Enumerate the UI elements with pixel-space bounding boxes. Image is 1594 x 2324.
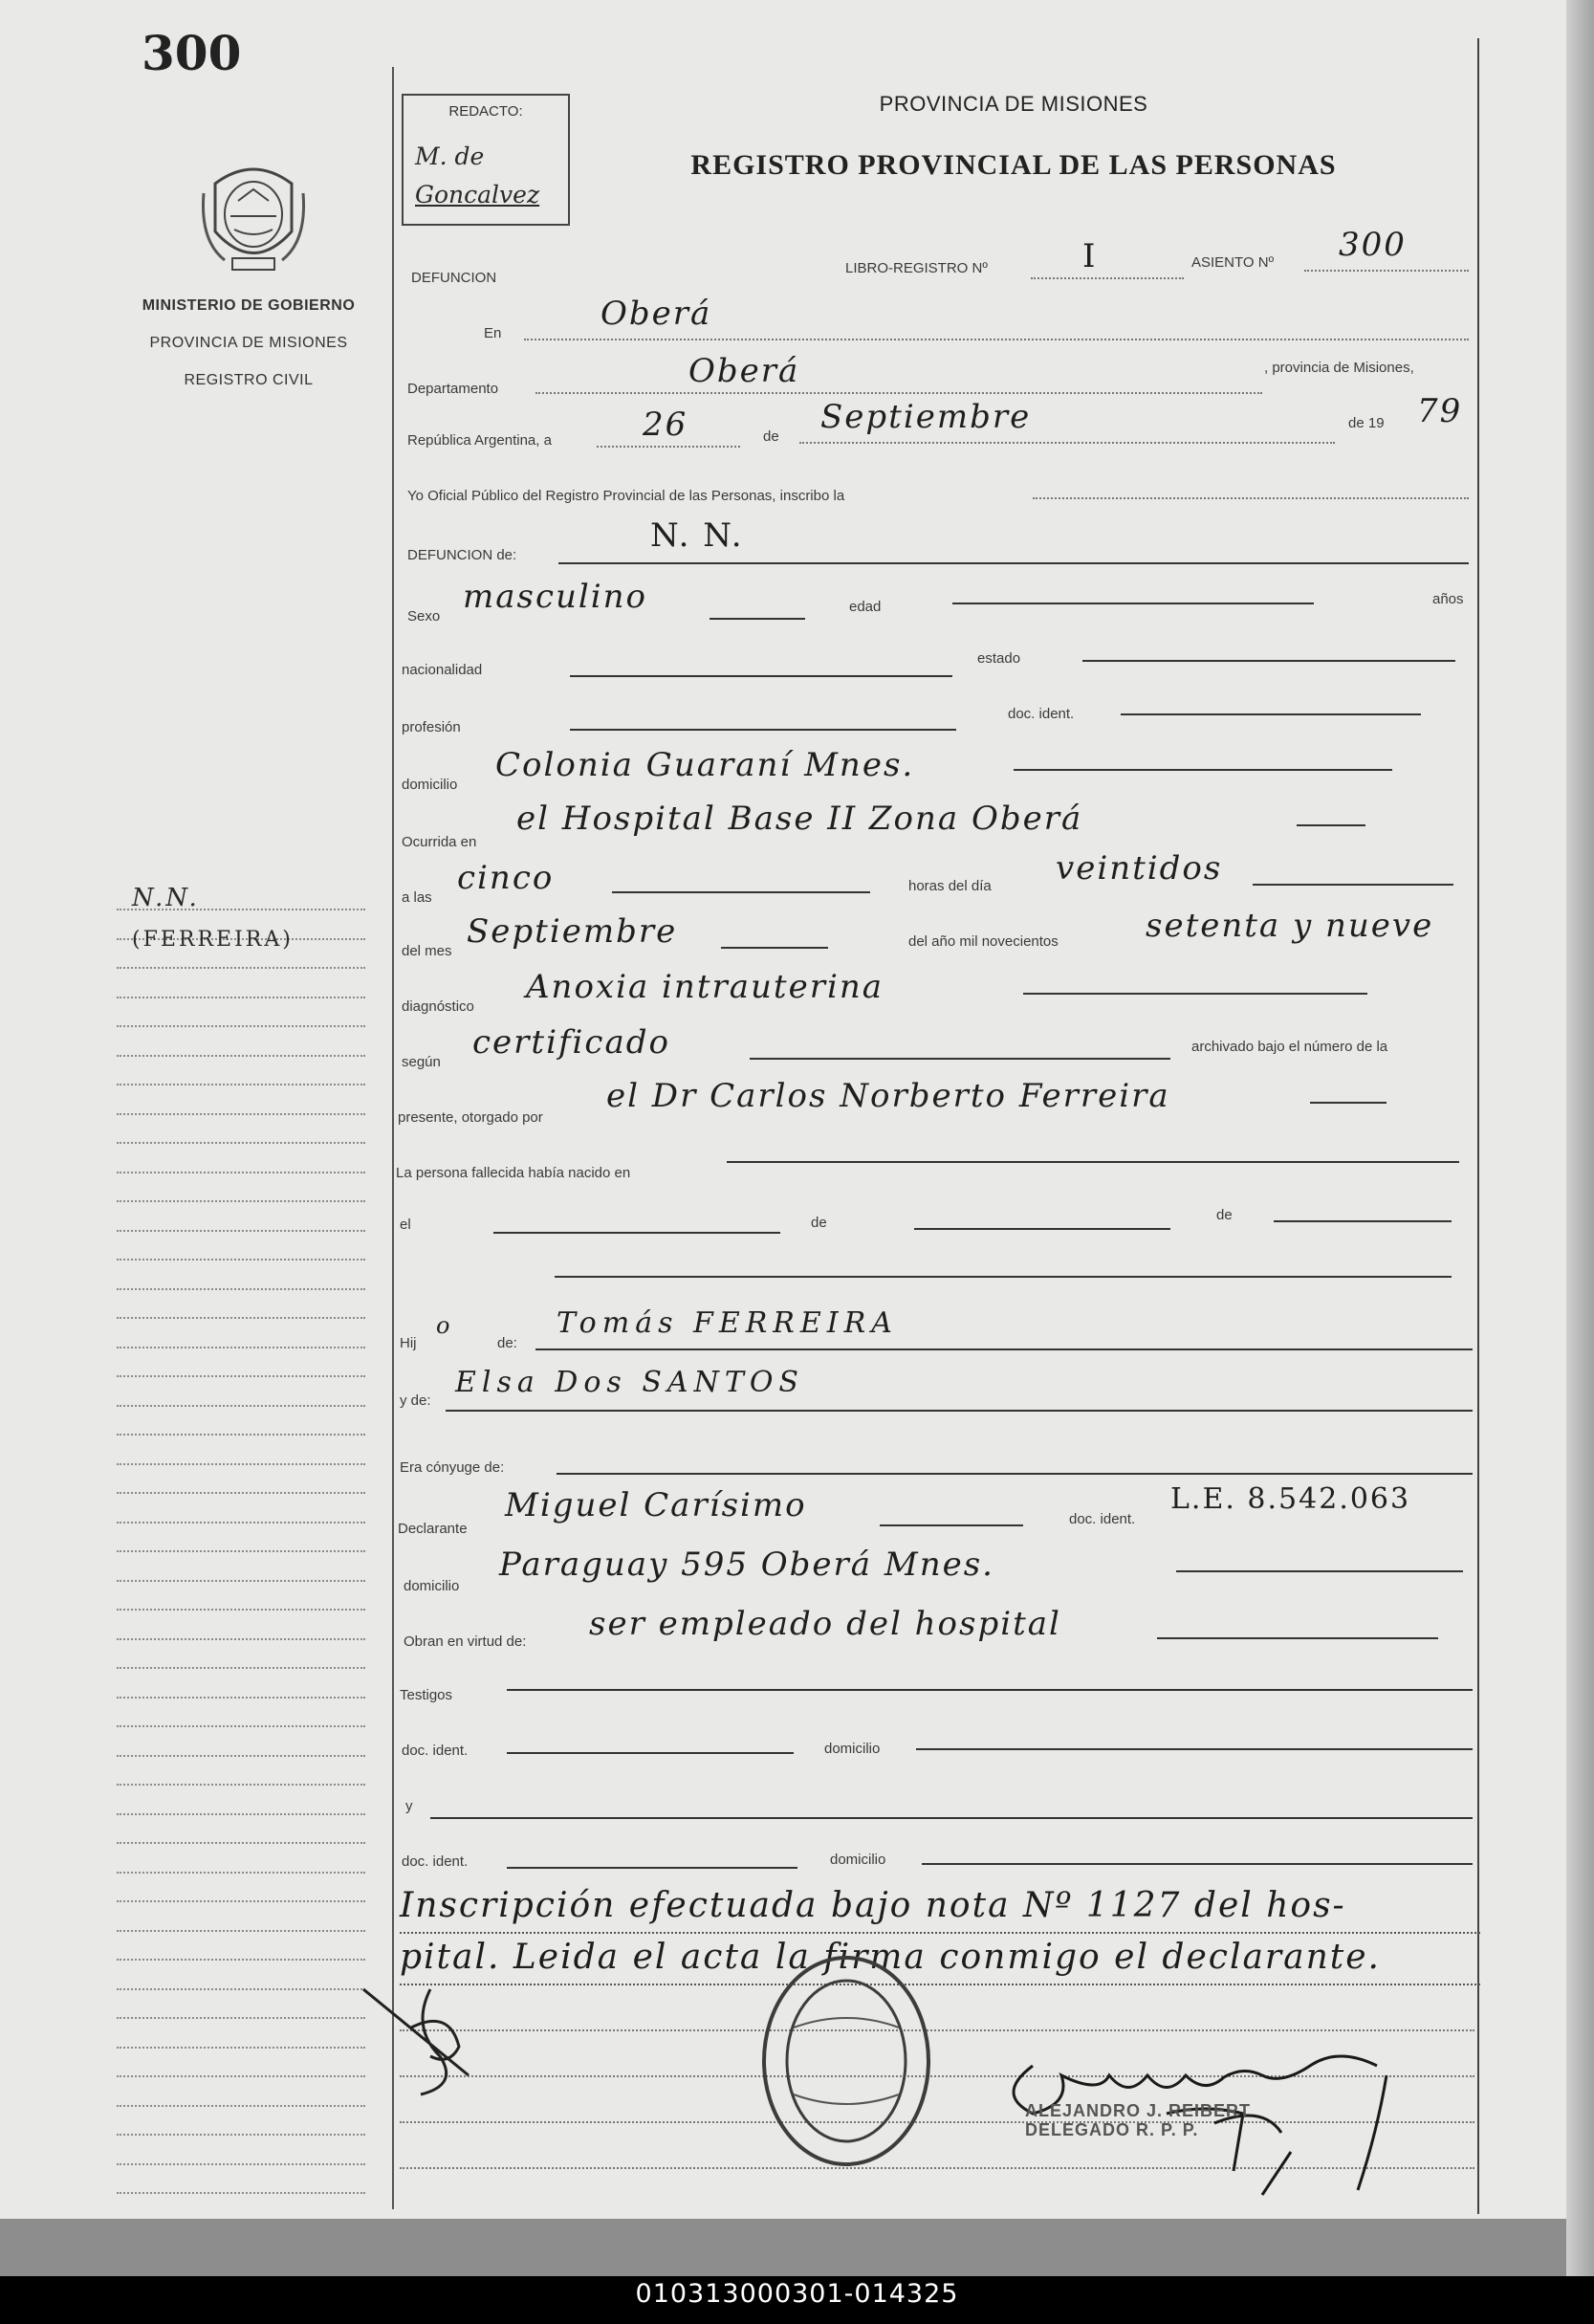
asiento-label: ASIENTO Nº [1191,254,1275,271]
horas-label: horas del día [908,878,992,894]
margin-rule [117,1580,365,1582]
del-ano-label: del año mil novecientos [908,933,1059,950]
declarante-value: Miguel Carísimo [505,1486,807,1524]
testigo1-domicilio-label: domicilio [824,1741,881,1757]
redacto-name-1: M. de [415,143,485,170]
defuncion-de-value: N. N. [650,516,744,555]
estado-label: estado [977,650,1021,667]
provincia-suffix: , provincia de Misiones, [1264,360,1414,376]
margin-rule [117,1230,365,1232]
margin-rule [117,2163,365,2165]
ocurrida-line [1297,824,1365,826]
segun-value: certificado [472,1023,670,1062]
header-province: PROVINCIA DE MISIONES [879,92,1148,116]
declarante-domicilio-label: domicilio [404,1578,460,1594]
redacto-name-2: Goncalvez [415,181,540,208]
testigo2-domicilio-line [922,1863,1473,1865]
archivado-label: archivado bajo el número de la [1191,1039,1388,1055]
obran-value: ser empleado del hospital [589,1605,1061,1643]
conyuge-label: Era cónyuge de: [400,1459,505,1476]
year-value: 79 [1417,392,1463,430]
departamento-value: Oberá [688,352,800,390]
ocurrida-label: Ocurrida en [402,834,477,850]
year-label: de 19 [1348,415,1385,431]
de-label: de [763,428,779,445]
testigos-label: Testigos [400,1687,453,1703]
declarante-label: Declarante [398,1521,468,1537]
margin-rule [117,1317,365,1319]
redacto-box [402,94,570,226]
el-label: el [400,1217,411,1233]
obran-line [1157,1637,1438,1639]
diagnostico-label: diagnóstico [402,998,474,1015]
a-las-label: a las [402,889,432,906]
segun-label: según [402,1054,441,1070]
ocurrida-value: el Hospital Base II Zona Oberá [516,800,1083,838]
hijo-suffix: o [436,1312,452,1339]
testigo2-domicilio-label: domicilio [830,1852,886,1868]
profesion-line [570,729,956,731]
margin-rule [117,1697,365,1699]
nacido-line [727,1161,1459,1163]
redacto-signature [415,138,558,214]
segun-line [750,1058,1170,1060]
margin-rule [117,1813,365,1815]
margin-rule [117,2134,365,2136]
margin-rule [117,1550,365,1552]
margin-rule [117,1725,365,1727]
sexo-line [710,618,805,620]
del-ano-value: setenta y nueve [1146,907,1434,945]
domicilio-label: domicilio [402,777,458,793]
margin-rule [117,1959,365,1961]
margin-rule [117,1872,365,1874]
nacionalidad-label: nacionalidad [402,662,483,678]
a-las-line [612,891,870,893]
doc-ident-label: doc. ident. [1008,706,1075,722]
defuncion-de-label: DEFUNCION de: [407,547,517,563]
declarante-doc-value: L.E. 8.542.063 [1170,1482,1411,1516]
official-title: DELEGADO R. P. P. [1025,2120,1199,2139]
ministry-province: PROVINCIA DE MISIONES [149,335,348,351]
madre-value: Elsa Dos SANTOS [455,1366,804,1399]
conyuge-line [557,1473,1473,1475]
estado-line [1082,660,1455,662]
presente-value: el Dr Carlos Norberto Ferreira [606,1077,1170,1115]
nacionalidad-line [570,675,952,677]
testigo1-doc-line [507,1752,794,1754]
edad-line [952,603,1314,604]
margin-rule [117,967,365,969]
header-registry: REGISTRO PROVINCIAL DE LAS PERSONAS [690,149,1337,181]
sexo-label: Sexo [407,608,441,625]
margin-rule [117,1784,365,1786]
margin-note-ferreira: (FERREIRA) [132,928,294,952]
provincial-crest-icon [196,155,311,279]
de-line-2 [914,1228,1170,1230]
margin-rule [117,1988,365,1990]
a-las-value: cinco [457,859,555,897]
margin-rule [117,1638,365,1640]
margin-rule [117,1200,365,1202]
margin-rule [117,2075,365,2077]
padre-value: Tomás FERREIRA [557,1306,898,1340]
margin-rule [117,1667,365,1669]
republica-label: República Argentina, a [407,432,552,449]
margin-rule [117,1375,365,1377]
horas-line [1253,884,1453,886]
testigo1-doc-label: doc. ident. [402,1743,469,1759]
margin-rule [117,1288,365,1290]
departamento-label: Departamento [407,381,499,397]
margin-rule [117,1930,365,1932]
margin-rule [117,1172,365,1173]
margin-rule [117,1755,365,1757]
del-mes-value: Septiembre [467,912,678,951]
margin-note-nn: N.N. [132,884,200,912]
oficial-text: Yo Oficial Público del Registro Provincial de las Personas, inscribo la [407,488,845,504]
defuncion-heading: DEFUNCION [411,270,497,286]
declarante-line [880,1524,1023,1526]
month-value: Septiembre [820,398,1032,436]
margin-rule [117,1113,365,1115]
registry-seal-stamp-icon [755,1951,937,2171]
profesion-label: profesión [402,719,461,735]
margin-rule [117,997,365,998]
testigo2-line [430,1817,1473,1819]
nacido-label: La persona fallecida había nacido en [396,1165,631,1181]
domicilio-line [1014,769,1392,771]
del-mes-line [721,947,828,949]
margin-divider [392,67,394,2209]
testigo2-doc-line [507,1867,797,1869]
margin-rule [117,1492,365,1494]
edad-label: edad [849,599,882,615]
margin-rule [117,1609,365,1611]
note-line-2-rule [400,1984,1480,1985]
presente-label: presente, otorgado por [398,1109,543,1126]
page-number: 300 [142,25,242,81]
libro-dots [1031,277,1184,279]
oficial-dots [1033,497,1469,499]
margin-rule [117,1434,365,1436]
y-de-label: y de: [400,1392,431,1409]
presente-line [1310,1102,1387,1104]
ministry-registry: REGISTRO CIVIL [184,372,314,388]
ministry-name: MINISTERIO DE GOBIERNO [142,297,356,314]
hijo-de-label: de: [497,1335,517,1351]
margin-rule [117,1055,365,1057]
declarante-domicilio-value: Paraguay 595 Oberá Mnes. [499,1546,994,1584]
hijo-label: Hij [400,1335,417,1351]
testigo-y-label: y [405,1798,413,1814]
del-mes-label: del mes [402,943,452,959]
doc-ident-line [1121,713,1421,715]
official-name: ALEJANDRO J. REIBERT [1025,2101,1252,2120]
document-id: 010313000301-014325 [635,2279,959,2309]
right-rule [1477,38,1479,2214]
margin-rule [117,2017,365,2019]
de-line-3 [1274,1220,1452,1222]
libro-value: I [1082,237,1098,275]
sexo-value: masculino [463,578,648,616]
margin-rule [117,1084,365,1085]
margin-rule [117,1522,365,1524]
de-label-2: de [811,1215,827,1231]
domicilio-value: Colonia Guaraní Mnes. [495,746,915,784]
en-value: Oberá [600,295,712,333]
margin-rule [117,1405,365,1407]
note-line-1: Inscripción efectuada bajo nota Nº 1127 del hos- [400,1886,1346,1925]
ministry-block [105,287,392,399]
note-line-2: pital. Leida el acta la firma conmigo el declarante. [400,1938,1381,1977]
testigo2-doc-label: doc. ident. [402,1853,469,1870]
official-name-stamp [1025,2101,1251,2139]
margin-rule [117,1842,365,1844]
note-line-1-rule [400,1932,1480,1934]
libro-label: LIBRO-REGISTRO Nº [845,260,988,276]
testigo1-domicilio-line [916,1748,1473,1750]
margin-rule [117,1347,365,1348]
page-edge [1566,0,1594,2276]
declarante-signature-icon [354,1970,535,2104]
diagnostico-line [1023,993,1367,995]
declarante-doc-label: doc. ident. [1069,1511,1136,1527]
de-label-3: de [1216,1207,1233,1223]
departamento-dots [535,392,1262,394]
margin-rule [117,2192,365,2194]
en-label: En [484,325,502,341]
diagnostico-value: Anoxia intrauterina [526,968,884,1006]
anos-label: años [1432,591,1464,607]
margin-rule [117,2047,365,2049]
horas-value: veintidos [1056,849,1223,888]
redacto-label: REDACTO: [448,103,523,120]
margin-rule [117,1025,365,1027]
declarante-domicilio-line [1176,1570,1463,1572]
asiento-value: 300 [1339,226,1407,264]
el-line [493,1232,780,1234]
obran-label: Obran en virtud de: [404,1633,527,1650]
margin-rule [117,2105,365,2107]
margin-rule [117,1142,365,1144]
margin-rule [117,1463,365,1465]
testigos-line [507,1689,1473,1691]
margin-rule [117,1900,365,1902]
nacido-extra-line [555,1276,1452,1278]
day-value: 26 [643,406,688,444]
margin-rule [117,1259,365,1261]
